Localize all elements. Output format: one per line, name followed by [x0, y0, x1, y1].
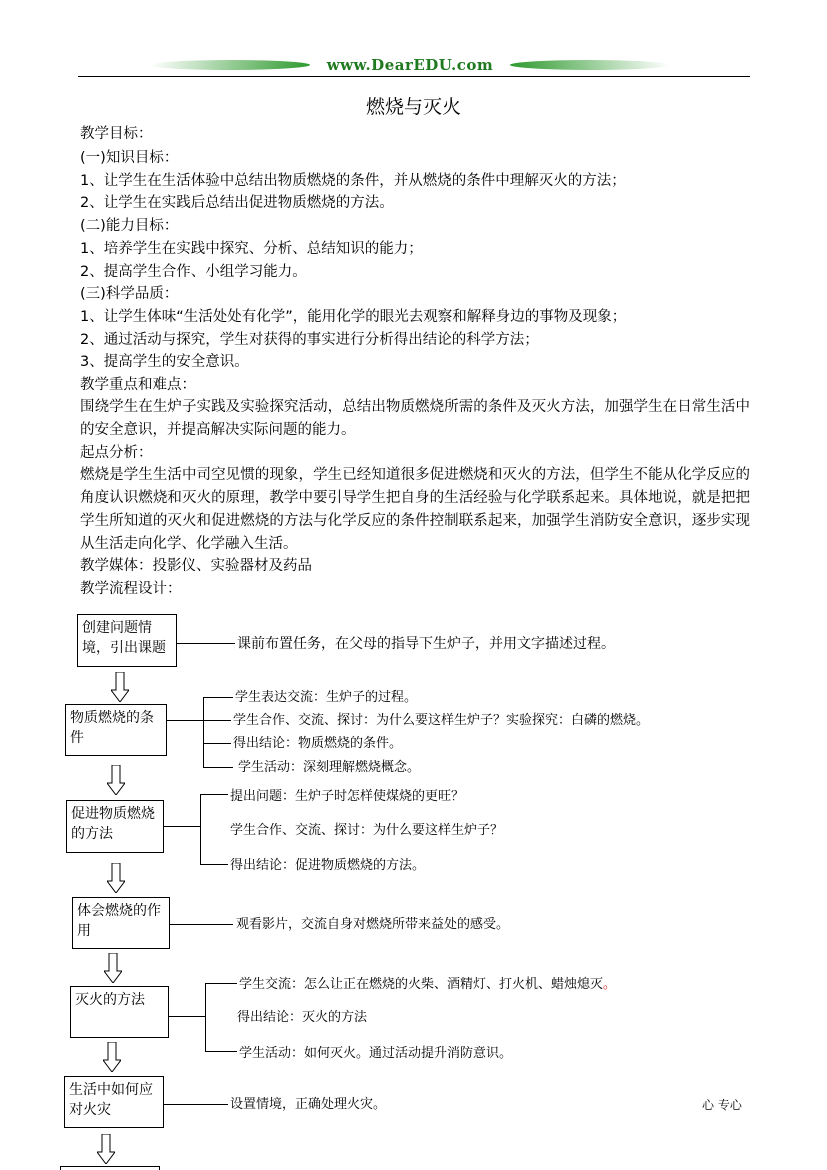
down-arrow-icon — [107, 863, 125, 893]
flow-text-box4-1: 观看影片，交流自身对燃烧所带来益处的感受。 — [236, 917, 510, 932]
logo-swoosh-right — [508, 60, 672, 70]
flow-box-combustion-conditions: 物质燃烧的条件 — [65, 704, 167, 756]
flow-text-box5-2: 得出结论：灭火的方法 — [237, 1010, 368, 1025]
flow-text-box2-2: 学生合作、交流、探讨：为什么要这样生炉子？实验探究：白磷的燃烧。 — [233, 713, 650, 728]
flow-text-box5-3: 学生活动：如何灭火。通过活动提升消防意识。 — [239, 1046, 513, 1061]
flow-box-create-situation: 创建问题情境，引出课题 — [77, 614, 177, 667]
media-line: 教学媒体：投影仪、实验器材及药品 — [80, 558, 312, 574]
connector-line — [200, 794, 228, 795]
connector-line — [203, 720, 231, 721]
flow-box-promote-combustion: 促进物质燃烧的方法 — [66, 800, 164, 853]
connector-line — [200, 864, 228, 865]
connector-line — [203, 767, 233, 768]
header-divider — [78, 76, 750, 77]
connector-line — [203, 743, 231, 744]
bracket-line — [203, 697, 204, 767]
next-box-edge — [60, 1166, 61, 1170]
down-arrow-icon — [103, 1042, 121, 1072]
ability-item-1: 1、培养学生在实践中探究、分析、总结知识的能力； — [80, 241, 423, 257]
footer-fragment: 心 专心 — [702, 1098, 742, 1112]
section-heading-flow: 教学流程设计： — [80, 581, 182, 597]
section-heading-keypoints: 教学重点和难点： — [80, 377, 196, 393]
quality-item-1: 1、让学生体味“生活处处有化学”，能用化学的眼光去观察和解释身边的事物及现象； — [80, 309, 627, 325]
bracket-line — [205, 983, 206, 1051]
flow-text-box2-1: 学生表达交流：生炉子的过程。 — [235, 690, 418, 705]
down-arrow-icon — [107, 765, 125, 795]
flow-text-box5-1-end: 。 — [603, 977, 617, 992]
flow-text-box3-2: 学生合作、交流、探讨：为什么要这样生炉子？ — [230, 823, 504, 838]
page-title: 燃烧与灭火 — [365, 96, 461, 118]
connector-line — [164, 826, 200, 827]
connector-line — [164, 1104, 228, 1105]
key-points-paragraph: 围绕学生在生炉子实践及实验探究活动，总结出物质燃烧所需的条件及灭火方法，加强学生在日常生活中的安全意识，并提高解决实际问题的能力。 — [80, 399, 750, 438]
flow-text-box2-4: 学生活动：深刻理解燃烧概念。 — [238, 760, 421, 775]
flow-box-combustion-role: 体会燃烧的作用 — [72, 897, 170, 949]
logo-swoosh-left — [148, 60, 312, 70]
ability-item-2: 2、提高学生合作、小组学习能力。 — [80, 264, 307, 280]
subsection-knowledge: (一)知识目标： — [80, 150, 179, 166]
connector-line — [167, 720, 203, 721]
section-heading-start: 起点分析： — [80, 445, 153, 461]
down-arrow-icon — [111, 672, 129, 702]
quality-item-3: 3、提高学生的安全意识。 — [80, 354, 249, 370]
flow-text-box1-1: 课前布置任务，在父母的指导下生炉子，并用文字描述过程。 — [237, 636, 615, 652]
site-url: www.DearEDU.com — [326, 56, 494, 74]
subsection-quality: (三)科学品质： — [80, 286, 179, 302]
flow-box-fire-response: 生活中如何应对火灾 — [64, 1076, 164, 1128]
subsection-ability: (二)能力目标： — [80, 218, 179, 234]
connector-line — [203, 697, 233, 698]
knowledge-item-2: 2、让学生在实践后总结出促进物质燃烧的方法。 — [80, 195, 394, 211]
knowledge-item-1: 1、让学生在生活体验中总结出物质燃烧的条件，并从燃烧的条件中理解灭火的方法； — [80, 173, 626, 189]
connector-line — [205, 983, 237, 984]
flow-box-extinguish-methods: 灭火的方法 — [70, 986, 169, 1038]
connector-line — [177, 643, 235, 644]
start-analysis-paragraph: 燃烧是学生生活中司空见惯的现象，学生已经知道很多促进燃烧和灭火的方法，但学生不能从化学反应的角度认识燃烧和灭火的原理，教学中要引导学生把自身的生活经验与化学联系起来。具体地说，就是把把学生所知道的灭火和促进燃烧的方法与化学反应的条件控制联系起来，加强学生消防安全意识，逐步实现从生活走向化学、化学融入生活。 — [80, 467, 750, 552]
flow-text-box6-1: 设置情境，正确处理火灾。 — [230, 1097, 387, 1112]
section-heading-objectives: 教学目标： — [80, 126, 153, 142]
flow-text-box5-1 — [239, 977, 616, 993]
next-box-edge — [60, 1166, 160, 1167]
flow-text-box3-1: 提出问题：生炉子时怎样使煤烧的更旺？ — [230, 789, 465, 804]
flow-text-box3-3: 得出结论：促进物质燃烧的方法。 — [230, 858, 426, 873]
down-arrow-icon — [97, 1134, 115, 1164]
flow-text-box5-1-main: 学生交流：怎么让正在燃烧的火柴、酒精灯、打火机、蜡烛熄灭 — [239, 977, 604, 992]
connector-line — [169, 1016, 205, 1017]
connector-line — [170, 924, 233, 925]
quality-item-2: 2、通过活动与探究，学生对获得的事实进行分析得出结论的科学方法； — [80, 332, 539, 348]
down-arrow-icon — [104, 953, 122, 983]
flow-text-box2-3: 得出结论：物质燃烧的条件。 — [233, 736, 403, 751]
bracket-line — [200, 794, 201, 864]
next-box-edge — [159, 1166, 160, 1170]
connector-line — [205, 1051, 237, 1052]
site-logo — [150, 58, 670, 76]
